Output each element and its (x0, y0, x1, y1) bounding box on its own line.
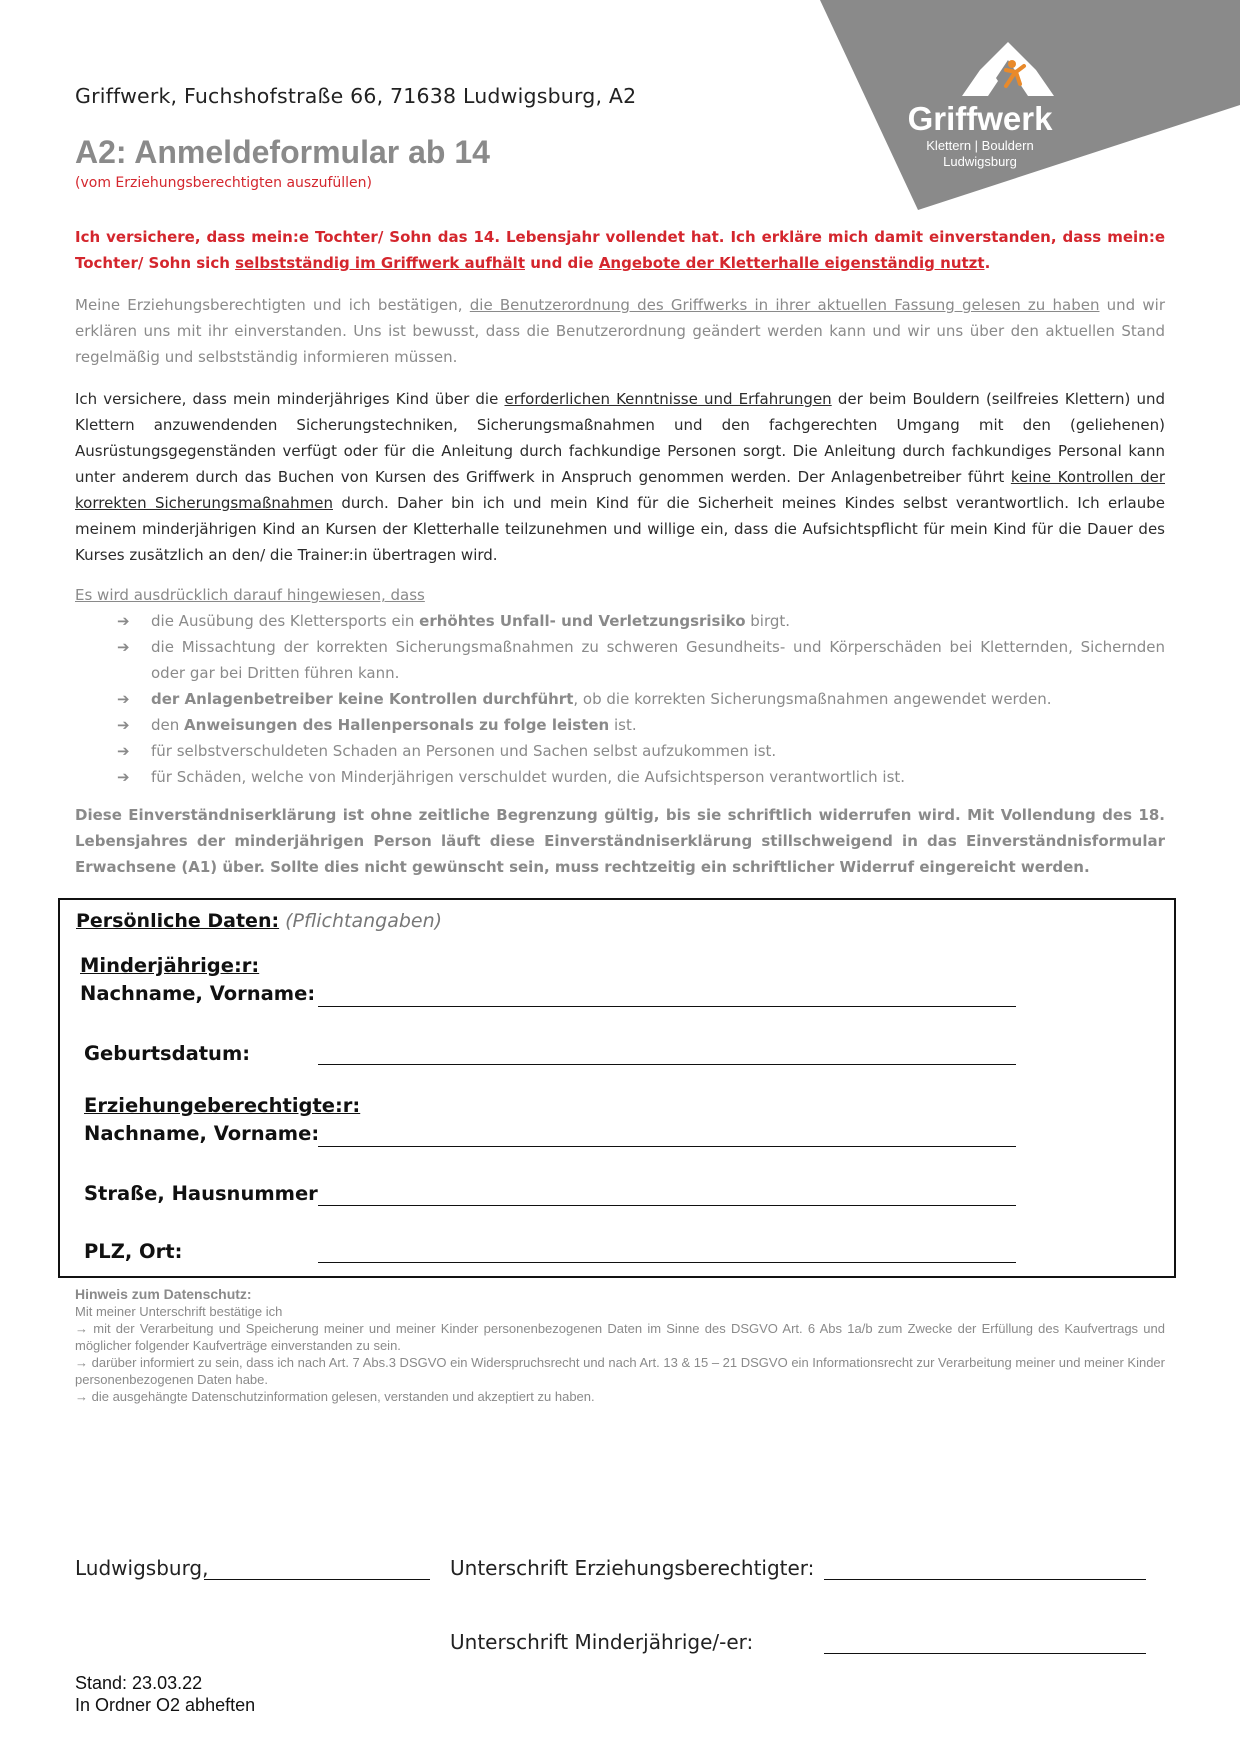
list-item: ➔ für selbstverschuldeten Schaden an Personen und Sachen selbst aufzukommen ist. (117, 738, 1165, 764)
minor-name-label: Nachname, Vorname: (80, 982, 316, 1005)
validity-paragraph: Diese Einverständniserklärung ist ohne zeitliche Begrenzung gültig, bis sie schriftlich widerrufen wird. Mit Vollendung des 18. Lebensjahres der minderjährigen Person läuft diese Einverständniserklärung stillschweigend in das Einverständnisformular Erwachsene (A1) über. Sollte dies nicht gewünscht sein, muss rechtzeitig ein schriftlicher Widerruf eingereicht werden. (75, 806, 1165, 876)
city-field[interactable] (318, 1262, 1016, 1263)
address-line: Griffwerk, Fuchshofstraße 66, 71638 Ludwigsburg, A2 (75, 84, 637, 108)
street-label: Straße, Hausnummer (84, 1182, 318, 1205)
arrow-icon: ➔ (117, 612, 130, 630)
privacy-item: → darüber informiert zu sein, dass ich nach Art. 7 Abs.3 DSGVO ein Widerspruchsrecht und nach Art. 13 & 15 – 21 DSGVO ein Informationsrecht zur Verarbeitung meiner und meiner Kinder personenbezogenen Daten habe. (75, 1355, 1165, 1387)
logo-tagline: Klettern | Bouldern (926, 138, 1034, 153)
list-item: ➔ für Schäden, welche von Minderjährigen verschuldet wurden, die Aufsichtsperson verantwortlich ist. (117, 764, 1165, 790)
place-label: Ludwigsburg, (75, 1556, 209, 1580)
arrow-icon: ➔ (117, 638, 130, 656)
guardian-heading: Erziehungeberechtigte:r: (84, 1094, 361, 1117)
rules-paragraph: Meine Erziehungsberechtigten und ich bestätigen, die Benutzerordnung des Griffwerks in ihrer aktuellen Fassung gelesen zu haben und wir erklären uns mit ihr einverstanden. Uns ist bewusst, dass die Benutzerordnung geändert werden kann und wir uns über den aktuellen Stand regelmäßig und selbstständig informieren müssen. (75, 296, 1165, 366)
privacy-notice (75, 1286, 1165, 1405)
privacy-item: → mit der Verarbeitung und Speicherung meiner und meiner Kinder personenbezogenen Daten im Sinne des DSGVO Art. 6 Abs 1a/b zum Zwecke der Erfüllung des Kaufvertrags und möglicher folgender Kaufverträge einverstanden zu sein. (75, 1321, 1165, 1353)
guardian-signature-field[interactable] (824, 1579, 1146, 1580)
guardian-signature-label: Unterschrift Erziehungsberechtigter: (450, 1556, 815, 1580)
arrow-icon: ➔ (117, 690, 130, 708)
filing-note: In Ordner O2 abheften (75, 1695, 256, 1715)
footer-note (75, 1672, 255, 1716)
minor-name-field[interactable] (318, 1006, 1016, 1007)
minor-heading: Minderjährige:r: (80, 954, 260, 977)
privacy-heading: Hinweis zum Datenschutz: (75, 1286, 252, 1302)
street-field[interactable] (318, 1205, 1016, 1206)
griffwerk-logo (820, 0, 1240, 210)
guardian-name-label: Nachname, Vorname: (84, 1122, 320, 1145)
page-subtitle: (vom Erziehungsberechtigten auszufüllen) (75, 175, 372, 191)
city-label: PLZ, Ort: (84, 1240, 183, 1263)
notice-list (75, 608, 1165, 790)
list-item: ➔ den Anweisungen des Hallenpersonals zu folge leisten ist. (117, 712, 1165, 738)
arrow-icon: ➔ (117, 742, 130, 760)
logo-brand: Griffwerk (907, 100, 1053, 137)
consent-text (75, 224, 1165, 880)
privacy-line: Mit meiner Unterschrift bestätige ich (75, 1304, 283, 1319)
page-title: A2: Anmeldeformular ab 14 (75, 134, 490, 170)
personal-data-form (58, 898, 1176, 1278)
assurance-paragraph: Ich versichere, dass mein minderjähriges Kind über die erforderlichen Kenntnisse und Erfahrungen der beim Bouldern (seilfreies Klettern) und Klettern anzuwendenden Sicherungstechniken, Sicherungsmaßnahmen und den fachgerechten Umgang mit den (geliehenen) Ausrüstungsgegenständen verfügt oder für die Anleitung durch fachkundige Personen sorgt. Die Anleitung durch fachkundiges Personal kann unter anderem durch das Buchen von Kursen des Griffwerk in Anspruch genommen werden. Der Anlagenbetreiber führt keine Kontrollen der korrekten Sicherungsmaßnahmen durch. Daher bin ich und mein Kind für die Sicherheit meines Kindes selbst verantwortlich. Ich erlaube meinem minderjährigen Kind an Kursen der Kletterhalle teilzunehmen und willige ein, dass die Aufsichtspflicht für mein Kind für die Dauer des Kurses zusätzlich an den/ die Trainer:in übertragen wird. (75, 390, 1165, 564)
logo-city: Ludwigsburg (943, 154, 1017, 169)
form-heading: Persönliche Daten: (Pflichtangaben) (76, 910, 443, 932)
guardian-name-field[interactable] (318, 1146, 1016, 1147)
list-item: ➔ die Ausübung des Klettersports ein erhöhtes Unfall- und Verletzungsrisiko birgt. (117, 608, 1165, 634)
arrow-icon: ➔ (117, 768, 130, 786)
list-item: ➔ der Anlagenbetreiber keine Kontrollen durchführt, ob die korrekten Sicherungsmaßnahmen angewendet werden. (117, 686, 1165, 712)
intro-paragraph: Ich versichere, dass mein:e Tochter/ Sohn das 14. Lebensjahr vollendet hat. Ich erkläre mich damit einverstanden, dass mein:e Tochter/ Sohn sich selbstständig im Griffwerk aufhält und die Angebote der Kletterhalle eigenständig nutzt. (75, 228, 1165, 272)
arrow-icon: ➔ (117, 716, 130, 734)
date-field[interactable] (204, 1579, 430, 1580)
minor-signature-label: Unterschrift Minderjährige/-er: (450, 1630, 754, 1654)
notice-intro: Es wird ausdrücklich darauf hingewiesen, dass (75, 586, 425, 604)
privacy-item: → die ausgehängte Datenschutzinformation gelesen, verstanden und akzeptiert zu haben. (75, 1389, 595, 1404)
birthdate-label: Geburtsdatum: (84, 1042, 251, 1065)
version-date: Stand: 23.03.22 (75, 1673, 203, 1693)
birthdate-field[interactable] (318, 1064, 1016, 1065)
minor-signature-field[interactable] (824, 1653, 1146, 1654)
list-item: ➔ die Missachtung der korrekten Sicherungsmaßnahmen zu schweren Gesundheits- und Körperschäden bei Kletternden, Sichernden oder gar bei Dritten führen kann. (117, 634, 1165, 686)
